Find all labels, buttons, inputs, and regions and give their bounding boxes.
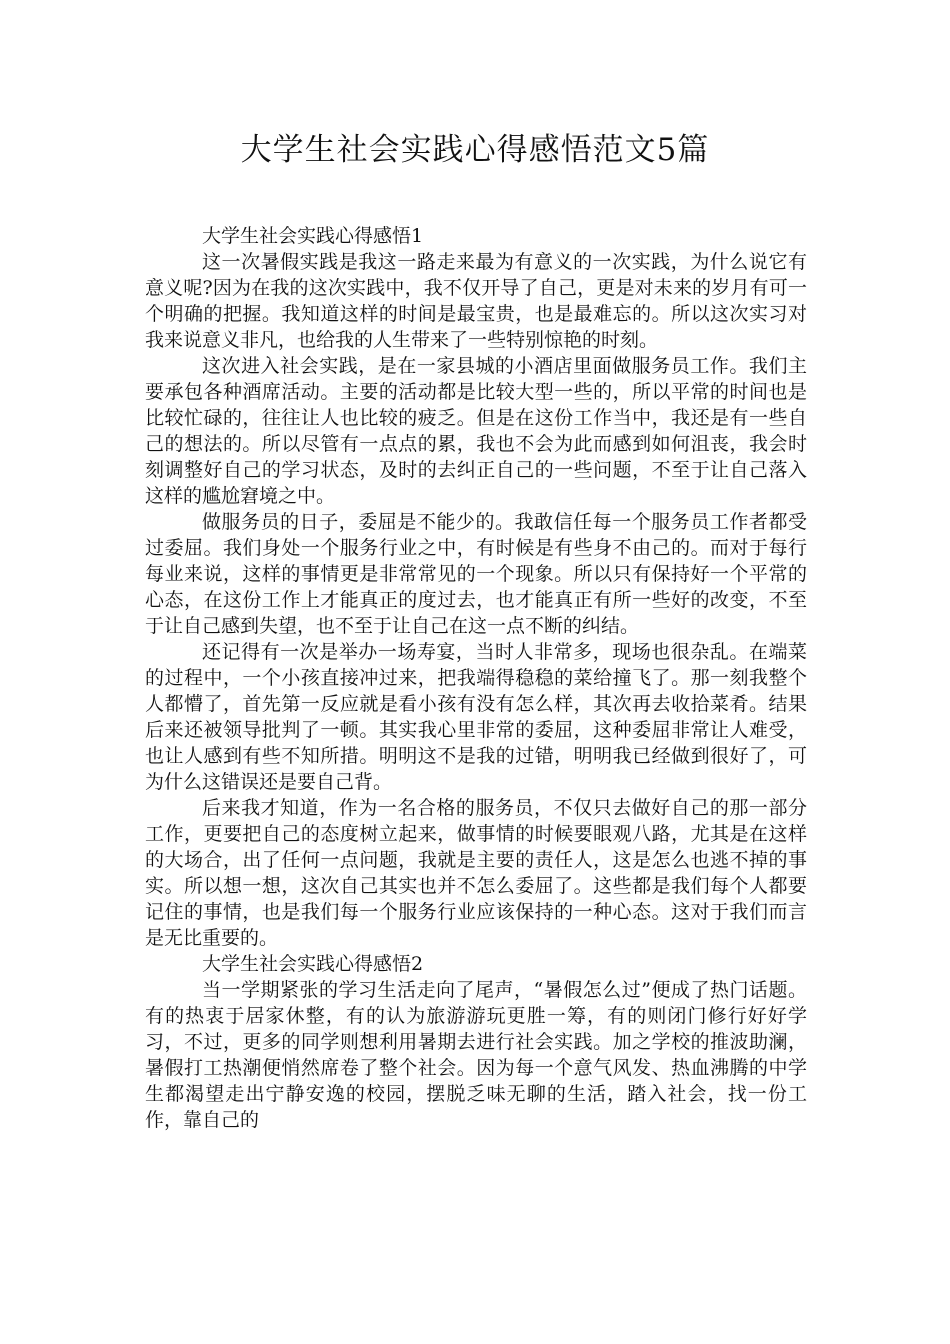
document-title: 大学生社会实践心得感悟范文5篇	[240, 132, 710, 168]
paragraph: 做服务员的日子，委屈是不能少的。我敢信任每一个服务员工作者都受过委屈。我们身处一个服务行业之中，有时候是有些身不由己的。而对于每行每业来说，这样的事情更是非常常见的一个现象。所以只有保持好一个平常的心态，在这份工作上才能真正的度过去，也才能真正有所一些好的改变，不至于让自己感到失望，也不至于让自己在这一点不断的纠结。	[145, 511, 807, 637]
document-body	[145, 223, 807, 1133]
paragraph: 当一学期紧张的学习生活走向了尾声，“暑假怎么过”便成了热门话题。有的热衷于居家休整，有的认为旅游游玩更胜一筹，有的则闭门修行好好学习，不过，更多的同学则想利用暑期去进行社会实践。加之学校的推波助澜，暑假打工热潮便悄然席卷了整个社会。因为每一个意气风发、热血沸腾的中学生都渴望走出宁静安逸的校园，摆脱乏味无聊的生活，踏入社会，找一份工作，靠自己的	[145, 979, 807, 1131]
paragraph: 这次进入社会实践，是在一家县城的小酒店里面做服务员工作。我们主要承包各种酒席活动。主要的活动都是比较大型一些的，所以平常的时间也是比较忙碌的，往往让人也比较的疲乏。但是在这份工作当中，我还是有一些自己的想法的。所以尽管有一点点的累，我也不会为此而感到如何沮丧，我会时刻调整好自己的学习状态，及时的去纠正自己的一些问题，不至于让自己落入这样的尴尬窘境之中。	[145, 355, 807, 507]
paragraph: 还记得有一次是举办一场寿宴，当时人非常多，现场也很杂乱。在端菜的过程中，一个小孩直接冲过来，把我端得稳稳的菜给撞飞了。那一刻我整个人都懵了，首先第一反应就是看小孩有没有怎么样，其次再去收拾菜肴。结果后来还被领导批判了一顿。其实我心里非常的委屈，这种委屈非常让人难受，也让人感到有些不知所措。明明这不是我的过错，明明我已经做到很好了，可为什么这错误还是要自己背。	[145, 641, 807, 793]
section-heading-2: 大学生社会实践心得感悟2	[202, 953, 424, 975]
paragraph: 这一次暑假实践是我这一路走来最为有意义的一次实践，为什么说它有意义呢?因为在我的这次实践中，我不仅开导了自己，更是对未来的岁月有可一个明确的把握。我知道这样的时间是最宝贵，也是最难忘的。所以这次实习对我来说意义非凡，也给我的人生带来了一些特别惊艳的时刻。	[145, 251, 807, 351]
section-heading-1: 大学生社会实践心得感悟1	[202, 225, 424, 247]
paragraph: 后来我才知道，作为一名合格的服务员，不仅只去做好自己的那一部分工作，更要把自己的态度树立起来，做事情的时候要眼观八路，尤其是在这样的大场合，出了任何一点问题，我就是主要的责任人，这是怎么也逃不掉的事实。所以想一想，这次自己其实也并不怎么委屈了。这些都是我们每个人都要记住的事情，也是我们每一个服务行业应该保持的一种心态。这对于我们而言是无比重要的。	[145, 797, 807, 949]
